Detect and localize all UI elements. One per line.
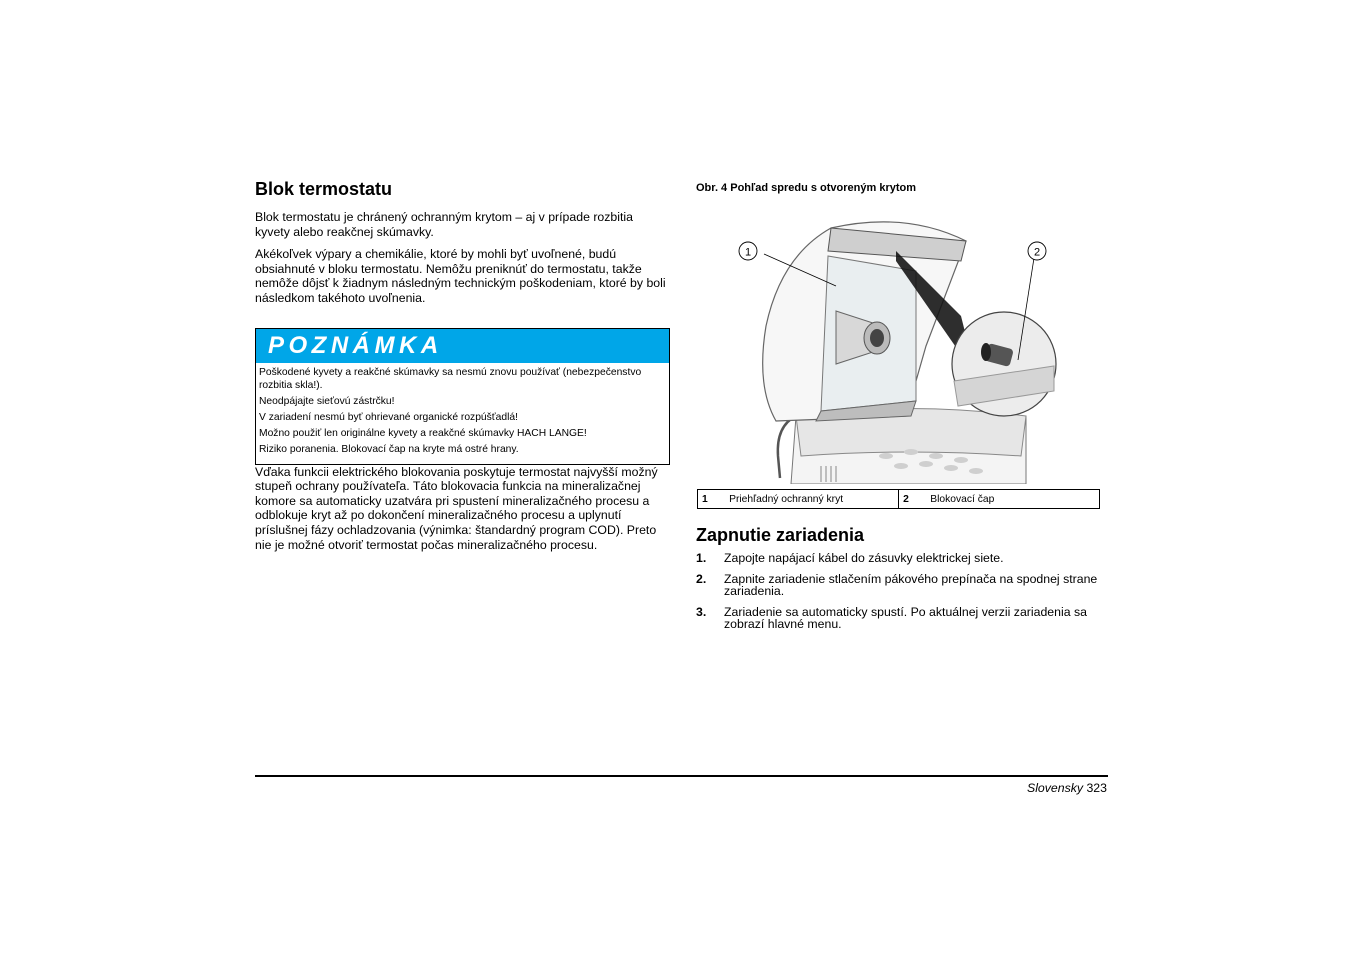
footer-language: Slovensky: [1027, 781, 1084, 795]
paragraph-1: Blok termostatu je chránený ochranným krytom – aj v prípade rozbitia kyvety alebo reakčnej skúmavky.: [255, 210, 633, 239]
legend-number: 1: [698, 490, 726, 509]
note-line: Neodpájajte sieťovú zástrčku!: [259, 395, 395, 407]
page-number: 323: [1086, 781, 1107, 795]
step-number: 2.: [696, 571, 707, 586]
step-number: 3.: [696, 604, 707, 619]
note-title: POZNÁMKA: [268, 331, 443, 359]
section-heading-zapnutie: Zapnutie zariadenia: [696, 525, 865, 545]
note-box: [255, 328, 670, 465]
note-line: Možno použiť len originálne kyvety a reakčné skúmavky HACH LANGE!: [259, 427, 587, 439]
figure-caption: Obr. 4 Pohľad spredu s otvoreným krytom: [696, 182, 917, 194]
callout-1-label: 1: [744, 246, 752, 259]
step-item: [696, 573, 1111, 598]
step-text: Zapnite zariadenie stlačením pákového prepínača na spodnej strane zariadenia.: [724, 571, 1098, 598]
paragraph-2: Akékoľvek výpary a chemikálie, ktoré by mohli byť uvoľnené, budú obsiahnuté v bloku termostatu. Nemôžu preniknúť do termostatu, takže nemôže dôjsť k žiadnym následným technickým poškodeniam, ktoré by boli následkom takéhoto uvoľnenia.: [255, 247, 666, 305]
step-number: 1.: [696, 551, 707, 565]
legend-label: Priehľadný ochranný kryt: [725, 490, 899, 509]
page-footer: [1027, 781, 1107, 795]
section-heading-blok-termostatu: Blok termostatu: [255, 179, 393, 199]
legend-number: 2: [899, 490, 927, 509]
step-item: [696, 552, 1111, 565]
note-line: Poškodené kyvety a reakčné skúmavky sa nesmú znovu používať (nebezpečenstvo rozbitia skla!).: [259, 366, 642, 391]
thermostat-figure: [736, 216, 1066, 484]
left-column: [255, 178, 670, 560]
figure-legend-table: [697, 489, 1100, 509]
step-text: Zapojte napájací kábel do zásuvky elektrickej siete.: [724, 551, 1004, 565]
legend-label: Blokovací čap: [926, 490, 1099, 509]
note-line: Riziko poranenia. Blokovací čap na kryte má ostré hrany.: [259, 443, 519, 455]
note-body: [256, 363, 669, 464]
legend-row: [698, 490, 1100, 509]
callout-2-label: 2: [1033, 246, 1041, 259]
step-text: Zariadenie sa automaticky spustí. Po aktuálnej verzii zariadenia sa zobrazí hlavné menu.: [724, 604, 1087, 631]
step-item: [696, 606, 1111, 631]
zapnutie-section: [696, 524, 1111, 639]
right-column-top: [696, 178, 1106, 195]
paragraph-3: Vďaka funkcii elektrického blokovania poskytuje termostat najvyšší možný stupeň ochrany používateľa. Táto blokovacia funkcia na mineralizačnej komore sa automaticky uzatvára pri spustení mineralizačného procesu a odblokuje kryt až po dokončení mineralizačného procesu a uplynutí príslušnej fázy ochladzovania (výnimka: štandardný program COD). Preto nie je možné otvoriť termostat počas mineralizačného procesu.: [255, 464, 658, 552]
thermostat-illustration: [736, 216, 1066, 484]
note-line: V zariadení nesmú byť ohrievané organické rozpúšťadlá!: [259, 411, 519, 423]
note-header: [256, 329, 669, 363]
footer-rule: [255, 775, 1108, 777]
